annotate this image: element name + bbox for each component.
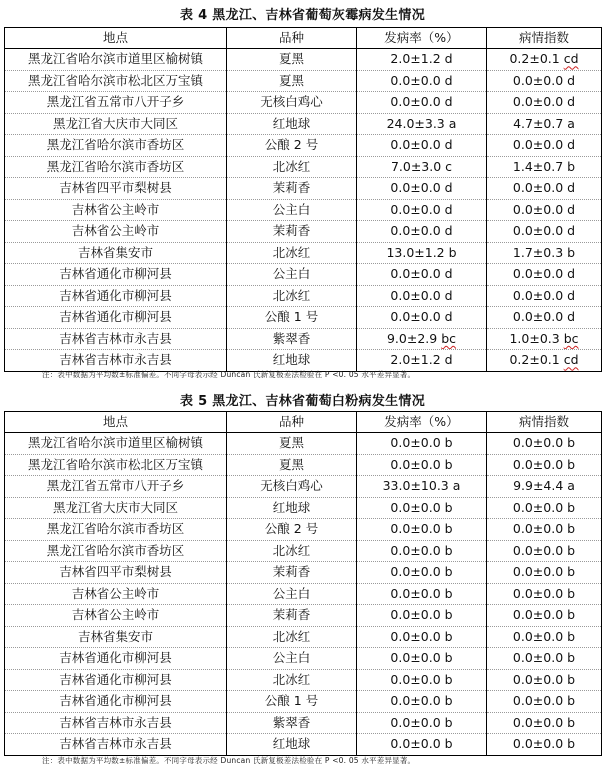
location-cell: 吉林省集安市 (5, 242, 227, 264)
table-row (5, 648, 602, 670)
variety-cell: 公酿 1 号 (227, 307, 357, 329)
variety-cell: 茉莉香 (227, 562, 357, 584)
table-row (5, 540, 602, 562)
disease-index-cell: 0.0±0.0 b (487, 712, 602, 734)
variety-cell: 北冰红 (227, 626, 357, 648)
variety-cell: 夏黑 (227, 49, 357, 71)
incidence-cell: 0.0±0.0 b (357, 734, 487, 756)
location-cell: 吉林省四平市梨树县 (5, 178, 227, 200)
incidence-cell: 0.0±0.0 b (357, 583, 487, 605)
table-row (5, 264, 602, 286)
disease-index-cell: 0.0±0.0 d (487, 135, 602, 157)
incidence-cell: 7.0±3.0 c (357, 156, 487, 178)
header-variety: 品种 (227, 28, 357, 49)
incidence-cell: 2.0±1.2 d (357, 49, 487, 71)
location-cell: 黑龙江省哈尔滨市香坊区 (5, 540, 227, 562)
incidence-cell: 0.0±0.0 b (357, 562, 487, 584)
variety-cell: 夏黑 (227, 433, 357, 455)
incidence-cell: 0.0±0.0 b (357, 626, 487, 648)
table-row (5, 221, 602, 243)
location-cell: 吉林省通化市柳河县 (5, 648, 227, 670)
location-cell: 吉林省公主岭市 (5, 199, 227, 221)
table5-note: 注：表中数据为平均数±标准偏差。不同字母表示经 Duncan 氏新复极差法检验在 P <0. 05 水平差异显著。 (42, 756, 416, 765)
disease-index-cell: 0.0±0.0 d (487, 264, 602, 286)
variety-cell: 红地球 (227, 350, 357, 372)
incidence-cell: 0.0±0.0 b (357, 540, 487, 562)
incidence-cell: 0.0±0.0 b (357, 454, 487, 476)
disease-index-cell: 0.0±0.0 b (487, 497, 602, 519)
variety-cell: 北冰红 (227, 540, 357, 562)
table-row (5, 285, 602, 307)
location-cell: 吉林省通化市柳河县 (5, 307, 227, 329)
location-cell: 黑龙江省哈尔滨市道里区榆树镇 (5, 433, 227, 455)
location-cell: 黑龙江省大庆市大同区 (5, 113, 227, 135)
location-cell: 黑龙江省哈尔滨市松北区万宝镇 (5, 454, 227, 476)
location-cell: 吉林省通化市柳河县 (5, 264, 227, 286)
location-cell: 黑龙江省五常市八开子乡 (5, 476, 227, 498)
table-row (5, 156, 602, 178)
location-cell: 吉林省吉林市永吉县 (5, 734, 227, 756)
incidence-cell: 0.0±0.0 b (357, 648, 487, 670)
table-row (5, 328, 602, 350)
table-row (5, 113, 602, 135)
disease-index-cell: 1.4±0.7 b (487, 156, 602, 178)
table-row (5, 307, 602, 329)
incidence-cell: 33.0±10.3 a (357, 476, 487, 498)
header-incidence: 发病率（%） (357, 412, 487, 433)
incidence-cell: 0.0±0.0 b (357, 712, 487, 734)
disease-index-cell: 0.0±0.0 d (487, 307, 602, 329)
disease-index-cell: 0.0±0.0 b (487, 562, 602, 584)
disease-index-cell: 0.0±0.0 b (487, 540, 602, 562)
location-cell: 吉林省吉林市永吉县 (5, 712, 227, 734)
disease-index-cell: 0.0±0.0 b (487, 734, 602, 756)
incidence-cell: 0.0±0.0 b (357, 669, 487, 691)
location-cell: 吉林省公主岭市 (5, 605, 227, 627)
location-cell: 吉林省公主岭市 (5, 221, 227, 243)
table-row (5, 92, 602, 114)
variety-cell: 北冰红 (227, 285, 357, 307)
disease-index-cell: 1.7±0.3 b (487, 242, 602, 264)
disease-index-cell: 0.0±0.0 b (487, 583, 602, 605)
location-cell: 吉林省吉林市永吉县 (5, 350, 227, 372)
table-header-row (5, 28, 602, 49)
table-row (5, 626, 602, 648)
table-row (5, 70, 602, 92)
variety-cell: 公酿 2 号 (227, 135, 357, 157)
disease-index-cell: 0.0±0.0 b (487, 691, 602, 713)
variety-cell: 北冰红 (227, 669, 357, 691)
variety-cell: 无核白鸡心 (227, 476, 357, 498)
variety-cell: 公酿 2 号 (227, 519, 357, 541)
header-disease-index: 病情指数 (487, 28, 602, 49)
disease-index-cell: 0.0±0.0 b (487, 433, 602, 455)
header-location: 地点 (5, 412, 227, 433)
incidence-cell: 0.0±0.0 d (357, 199, 487, 221)
disease-index-cell: 0.2±0.1 cd (487, 49, 602, 71)
location-cell: 吉林省通化市柳河县 (5, 669, 227, 691)
table-row (5, 583, 602, 605)
location-cell: 黑龙江省五常市八开子乡 (5, 92, 227, 114)
location-cell: 黑龙江省哈尔滨市香坊区 (5, 135, 227, 157)
disease-index-cell: 0.0±0.0 b (487, 669, 602, 691)
incidence-cell: 0.0±0.0 b (357, 605, 487, 627)
variety-cell: 红地球 (227, 734, 357, 756)
gray-mold-table (4, 27, 602, 372)
table5-caption: 表 5 黑龙江、吉林省葡萄白粉病发生情况 (179, 394, 426, 409)
variety-cell: 夏黑 (227, 70, 357, 92)
table-row (5, 519, 602, 541)
powdery-mildew-table (4, 411, 602, 756)
table4-caption: 表 4 黑龙江、吉林省葡萄灰霉病发生情况 (179, 8, 426, 23)
disease-index-cell: 0.0±0.0 b (487, 648, 602, 670)
disease-index-cell: 0.0±0.0 d (487, 70, 602, 92)
incidence-cell: 0.0±0.0 b (357, 497, 487, 519)
location-cell: 黑龙江省哈尔滨市道里区榆树镇 (5, 49, 227, 71)
table-row (5, 497, 602, 519)
variety-cell: 无核白鸡心 (227, 92, 357, 114)
disease-index-cell: 0.0±0.0 b (487, 454, 602, 476)
incidence-cell: 0.0±0.0 b (357, 691, 487, 713)
variety-cell: 茉莉香 (227, 178, 357, 200)
significance-letters: cd (563, 352, 579, 368)
variety-cell: 北冰红 (227, 156, 357, 178)
header-location: 地点 (5, 28, 227, 49)
significance-letters: cd (563, 51, 579, 67)
incidence-cell: 0.0±0.0 d (357, 70, 487, 92)
incidence-cell: 13.0±1.2 b (357, 242, 487, 264)
incidence-cell: 0.0±0.0 d (357, 264, 487, 286)
table-row (5, 562, 602, 584)
table-row (5, 454, 602, 476)
table-header-row (5, 412, 602, 433)
disease-index-cell: 0.0±0.0 b (487, 519, 602, 541)
incidence-cell: 0.0±0.0 d (357, 92, 487, 114)
location-cell: 黑龙江省哈尔滨市香坊区 (5, 519, 227, 541)
incidence-cell: 0.0±0.0 d (357, 221, 487, 243)
variety-cell: 茉莉香 (227, 221, 357, 243)
incidence-cell: 2.0±1.2 d (357, 350, 487, 372)
disease-index-cell: 0.0±0.0 d (487, 199, 602, 221)
incidence-cell: 0.0±0.0 d (357, 178, 487, 200)
table-row (5, 199, 602, 221)
variety-cell: 公主白 (227, 648, 357, 670)
header-disease-index: 病情指数 (487, 412, 602, 433)
incidence-cell: 0.0±0.0 d (357, 285, 487, 307)
table-row (5, 712, 602, 734)
variety-cell: 红地球 (227, 497, 357, 519)
incidence-cell: 9.0±2.9 bc (357, 328, 487, 350)
incidence-cell: 0.0±0.0 d (357, 135, 487, 157)
incidence-cell: 0.0±0.0 b (357, 519, 487, 541)
location-cell: 吉林省四平市梨树县 (5, 562, 227, 584)
variety-cell: 紫翠香 (227, 712, 357, 734)
incidence-cell: 24.0±3.3 a (357, 113, 487, 135)
header-variety: 品种 (227, 412, 357, 433)
header-incidence: 发病率（%） (357, 28, 487, 49)
table-row (5, 350, 602, 372)
variety-cell: 紫翠香 (227, 328, 357, 350)
location-cell: 吉林省公主岭市 (5, 583, 227, 605)
variety-cell: 公主白 (227, 264, 357, 286)
table-row (5, 605, 602, 627)
location-cell: 吉林省集安市 (5, 626, 227, 648)
disease-index-cell: 0.0±0.0 d (487, 92, 602, 114)
disease-index-cell: 0.0±0.0 b (487, 605, 602, 627)
table-row (5, 476, 602, 498)
variety-cell: 公主白 (227, 199, 357, 221)
disease-index-cell: 9.9±4.4 a (487, 476, 602, 498)
table-row (5, 433, 602, 455)
variety-cell: 茉莉香 (227, 605, 357, 627)
table-row (5, 49, 602, 71)
disease-index-cell: 0.0±0.0 b (487, 626, 602, 648)
table-row (5, 242, 602, 264)
disease-index-cell: 1.0±0.3 bc (487, 328, 602, 350)
table4-note: 注：表中数据为平均数±标准偏差。不同字母表示经 Duncan 氏新复极差法检验在 P <0. 05 水平差异显著。 (42, 370, 416, 379)
location-cell: 黑龙江省大庆市大同区 (5, 497, 227, 519)
variety-cell: 北冰红 (227, 242, 357, 264)
disease-index-cell: 0.0±0.0 d (487, 221, 602, 243)
location-cell: 吉林省通化市柳河县 (5, 691, 227, 713)
table-row (5, 669, 602, 691)
variety-cell: 公主白 (227, 583, 357, 605)
significance-letters: bc (563, 330, 579, 346)
table-row (5, 135, 602, 157)
table-row (5, 178, 602, 200)
variety-cell: 夏黑 (227, 454, 357, 476)
location-cell: 黑龙江省哈尔滨市香坊区 (5, 156, 227, 178)
variety-cell: 公酿 1 号 (227, 691, 357, 713)
table-row (5, 691, 602, 713)
incidence-cell: 0.0±0.0 b (357, 433, 487, 455)
location-cell: 吉林省吉林市永吉县 (5, 328, 227, 350)
variety-cell: 红地球 (227, 113, 357, 135)
table-row (5, 734, 602, 756)
disease-index-cell: 0.0±0.0 d (487, 178, 602, 200)
disease-index-cell: 0.2±0.1 cd (487, 350, 602, 372)
incidence-cell: 0.0±0.0 d (357, 307, 487, 329)
disease-index-cell: 0.0±0.0 d (487, 285, 602, 307)
location-cell: 吉林省通化市柳河县 (5, 285, 227, 307)
disease-index-cell: 4.7±0.7 a (487, 113, 602, 135)
location-cell: 黑龙江省哈尔滨市松北区万宝镇 (5, 70, 227, 92)
significance-letters: bc (441, 330, 457, 346)
